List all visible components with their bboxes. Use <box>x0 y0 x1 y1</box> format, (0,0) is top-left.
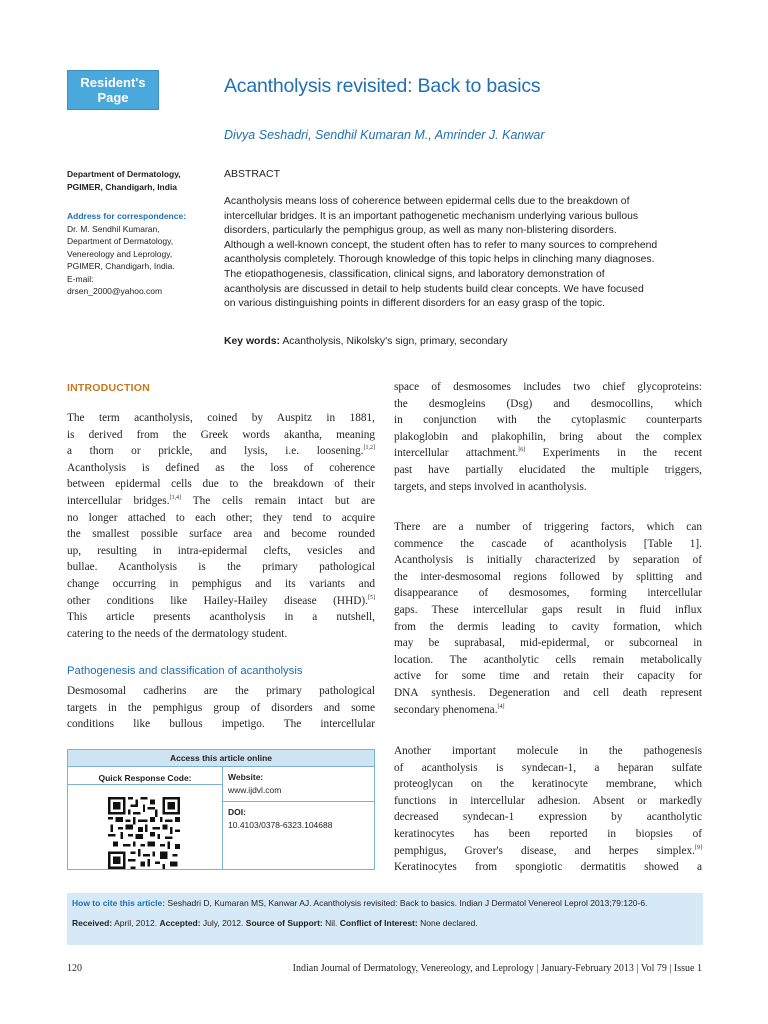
correspondence-email[interactable]: drsen_2000@yahoo.com <box>67 286 163 296</box>
correspondence-address <box>67 210 217 298</box>
abstract-line: acantholysis completely. Thorough knowledge of this topic helps in clinching many diagnoses. <box>224 254 655 266</box>
correspondence-line: Venereology and Leprology, <box>67 248 173 259</box>
introduction-paragraph <box>67 410 375 642</box>
text-line: change occurring in pemphigus and its variants and <box>67 577 375 590</box>
article-authors: Divya Seshadri, Sendhil Kumaran M., Amrinder J. Kanwar <box>224 128 545 142</box>
text-line: in conjunction with the cytoplasmic counterparts <box>394 414 702 427</box>
text-line: location. The acantholytic cells remain metabolically <box>394 653 702 666</box>
text-line: bullae. Acantholysis is the primary pathological <box>67 561 375 574</box>
abstract-heading: ABSTRACT <box>224 168 281 180</box>
abstract-line: disorders, particularly the pemphigus group, as well as many non-blistering disorders. <box>224 225 617 237</box>
text-line: There are a number of triggering factors, which can <box>394 521 702 533</box>
received-label: Received: <box>72 917 113 928</box>
text-line: past have partially elucidated the multiple triggers, <box>394 463 702 476</box>
keywords-label: Key words: <box>224 336 281 347</box>
introduction-heading: INTRODUCTION <box>67 382 150 394</box>
text-line: Another important molecule in the pathogenesis <box>394 745 702 757</box>
right-paragraph-1 <box>394 379 702 495</box>
reference-marker[interactable]: [4] <box>497 703 505 710</box>
keywords-text: Acantholysis, Nikolsky's sign, primary, secondary <box>282 336 508 347</box>
correspondence-line: Dr. M. Sendhil Kumaran, <box>67 223 160 234</box>
text-line: no longer attached to each other; they tend to acquire <box>67 511 375 524</box>
cite-label: How to cite this article: <box>72 898 166 908</box>
cell-divider <box>223 801 374 802</box>
text-line: disappearance of desmosomes, forming intercellular <box>394 587 702 600</box>
received-value: April, 2012. <box>114 917 158 928</box>
page-number: 120 <box>67 963 82 974</box>
pathogenesis-subheading: Pathogenesis and classification of acantholysis <box>67 665 303 677</box>
right-paragraph-2 <box>394 519 702 718</box>
abstract-line: intercellular bridges. It is an important pathogenetic mechanism underlying various bullous <box>224 210 639 222</box>
text-line: DNA synthesis. Degeneration and cell death represent <box>394 686 702 699</box>
doi-label: DOI: <box>228 807 246 817</box>
reference-marker[interactable]: [6] <box>518 447 526 454</box>
reference-marker[interactable]: [5] <box>368 594 375 601</box>
abstract-line: The etiopathogenesis, classification, clinical signs, and laboratory demonstration of <box>224 268 605 280</box>
reference-marker[interactable]: [3,4] <box>169 495 182 502</box>
text-line: Keratinocytes from spongiotic dermatitis showed a <box>394 861 702 874</box>
text-line: may be suprabasal, mid-epidermal, or subcorneal in <box>394 637 702 650</box>
conflict-value: None declared. <box>420 917 478 928</box>
text-line: commence the cascade of acantholysis [Table 1]. <box>394 537 702 550</box>
badge-line-1: Resident's <box>80 75 146 90</box>
accepted-value: July, 2012. <box>202 917 244 928</box>
text-line: intercellular attachment.[6] Experiments in the recent <box>394 447 702 460</box>
badge-line-2: Page <box>97 90 129 105</box>
department-line: Department of Dermatology, <box>67 169 181 179</box>
text-line: catering to the needs of the dermatology student. <box>67 627 288 640</box>
text-line: intercellular bridges.[3,4] The cells remain intact but are <box>67 494 375 507</box>
access-article-box <box>67 749 375 870</box>
text-line: conditions like bullous impetigo. The intercellular <box>67 718 375 731</box>
text-line: functions in intercellular adhesion. Absent or markedly <box>394 794 702 807</box>
text-line: is derived from the Greek words akantha, meaning <box>67 428 375 441</box>
text-line: proteoglycan on the keratinocyte membrane, which <box>394 778 702 791</box>
text-line: This article presents acantholysis in a nutshell, <box>67 611 375 624</box>
text-line: the desmogleins (Dsg) and desmocollins, which <box>394 397 702 410</box>
reference-marker[interactable]: [1,2] <box>363 445 375 452</box>
doi-cell <box>228 807 332 830</box>
doi-link[interactable]: 10.4103/0378-6323.104688 <box>228 820 333 830</box>
qr-code-label: Quick Response Code: <box>68 767 222 785</box>
qr-code-cell <box>68 767 223 869</box>
support-label: Source of Support: <box>245 917 323 928</box>
text-line: the inter-desmosomal regions followed by splitting and <box>394 570 702 583</box>
department-affiliation <box>67 168 217 193</box>
text-line: between epidermal cells due to the breakdown of their <box>67 478 375 491</box>
how-to-cite <box>72 898 698 910</box>
abstract-line: Although a well-known concept, the student often has to refer to many sources to comprehend <box>224 239 658 251</box>
reference-marker[interactable]: [9] <box>695 844 702 851</box>
website-label: Website: <box>228 772 264 782</box>
text-line: targets in the pemphigus group of disorders and some <box>67 701 375 714</box>
text-line: pemphigus, Grover's disease, and herpes simplex.[9] <box>394 844 702 857</box>
text-line: keratinocytes has been reported in biopsies of <box>394 827 702 840</box>
text-line: targets, and steps involved in acantholysis. <box>394 480 587 493</box>
text-line: a thorn or prickle, and lysis, i.e. loosening.[1,2] <box>67 445 375 458</box>
right-paragraph-3 <box>394 743 702 876</box>
conflict-label: Conflict of Interest: <box>339 917 418 928</box>
department-line: PGIMER, Chandigarh, India <box>67 181 178 192</box>
article-title: Acantholysis revisited: Back to basics <box>224 75 541 97</box>
abstract-line: acantholysis are discussed in detail to help students build clear concepts. We have focused <box>224 283 644 295</box>
correspondence-label: Address for correspondence: <box>67 211 187 221</box>
accepted-label: Accepted: <box>159 917 201 928</box>
text-line: active for some time and retain their capacity for <box>394 670 702 683</box>
website-cell <box>228 772 281 795</box>
text-line: up, resulting in intra-epidermal clefts, vesicles and <box>67 544 375 557</box>
text-line: space of desmosomes includes two chief glycoproteins: <box>394 381 702 393</box>
keywords <box>224 336 508 347</box>
text-line: decreased syndecan-1 expression by acantholytic <box>394 811 702 824</box>
cite-text: Seshadri D, Kumaran MS, Kanwar AJ. Acantholysis revisited: Back to basics. Indian J Dermatol Venereol Leprol 2013;79:120-6. <box>167 898 648 908</box>
website-link[interactable]: www.ijdvl.com <box>228 785 282 795</box>
pathogenesis-paragraph <box>67 683 375 733</box>
qr-code-icon[interactable] <box>108 797 180 869</box>
abstract-body <box>224 195 702 312</box>
text-line: plakoglobin and plakophilin, bring about the complex <box>394 430 702 443</box>
text-line: gaps. These intercellular gaps result in fluid influx <box>394 603 702 616</box>
text-line: secondary phenomena.[4] <box>394 703 505 716</box>
text-line: other conditions like Hailey-Hailey disease (HHD).[5] <box>67 594 375 607</box>
text-line: Acantholysis is defined as the loss of coherence <box>67 461 375 474</box>
text-line: of acantholysis is syndecan-1, a heparan sulfate <box>394 761 702 774</box>
publication-dates <box>72 918 698 930</box>
text-line: The term acantholysis, coined by Auspitz in 1881, <box>67 412 375 424</box>
abstract-line: Acantholysis means loss of coherence between epidermal cells due to the breakdown of <box>224 196 630 207</box>
text-line: Acantholysis is initially characterized by separation of <box>394 554 702 567</box>
text-line: Desmosomal cadherins are the primary pathological <box>67 685 375 697</box>
correspondence-line: Department of Dermatology, <box>67 236 174 246</box>
correspondence-line: E-mail: <box>67 273 94 284</box>
text-line: the smallest possible surface area and become rounded <box>67 528 375 541</box>
support-value: Nil. <box>325 917 338 928</box>
correspondence-line: PGIMER, Chandigarh, India. <box>67 261 175 271</box>
text-line: from the dermis leading to cavity formation, which <box>394 620 702 633</box>
journal-footer: Indian Journal of Dermatology, Venereology, and Leprology | January-February 2013 | Vol 79 | Issue 1 <box>292 963 702 974</box>
access-box-header: Access this article online <box>68 750 374 767</box>
residents-page-badge <box>67 70 159 110</box>
abstract-line: on various distinguishing points in different disorders for an easy grasp of the topic. <box>224 298 606 310</box>
citation-box <box>67 893 703 945</box>
